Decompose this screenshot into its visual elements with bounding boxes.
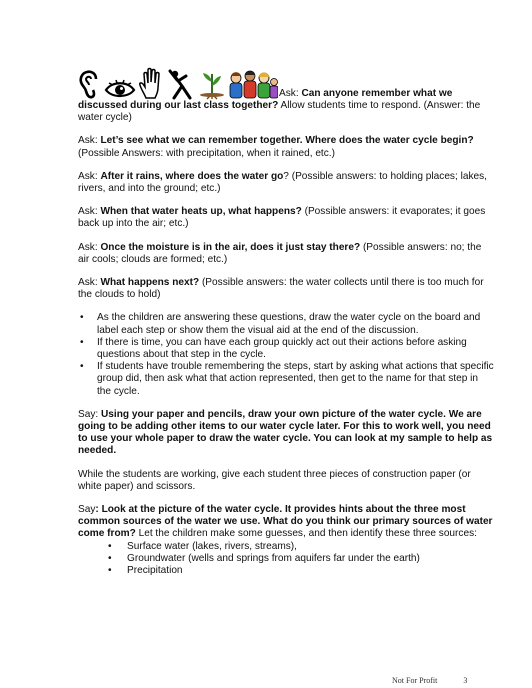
- ask-label: Ask:: [78, 170, 101, 182]
- ask-instruction: Allow students time to respond. (Answer: the water cycle): [78, 100, 481, 124]
- say-instruction: : Look at the picture of the water cycle. It provides hints about the three most common sources of the water we use. What do you think our primary sources of water come from?: [78, 504, 493, 540]
- paragraph-say-sources: [78, 504, 494, 541]
- paragraph-recall: [78, 66, 494, 124]
- water-sources-list: [78, 541, 494, 578]
- say-followup: Let the children make some guesses, and then identify these three sources:: [135, 528, 477, 540]
- paragraph-say-draw: [78, 409, 494, 458]
- ask-question: Can anyone remember what we discussed during our last class together?: [78, 87, 453, 111]
- list-item: • If students have trouble remembering the steps, start by asking what actions that specific group did, then ask what that action represented, then get to the name for that step in the cycle.: [78, 361, 494, 398]
- page-number: 3: [463, 676, 468, 685]
- ask-question: Once the moisture is in the air, does it just stay there?: [100, 241, 361, 253]
- say-label: Say: [78, 504, 96, 516]
- paragraph-rain: [78, 171, 494, 195]
- list-item: • Precipitation: [78, 565, 494, 577]
- list-item: • If there is time, you can have each group quickly act out their actions before asking questions about that step in the cycle.: [78, 337, 494, 361]
- teacher-notes-list: [78, 312, 494, 397]
- ask-label: Ask:: [78, 135, 101, 147]
- list-item: • Surface water (lakes, rivers, streams),: [78, 541, 494, 553]
- paragraph-heat: [78, 206, 494, 230]
- ask-label: Ask:: [78, 241, 101, 253]
- paragraph-next: [78, 277, 494, 301]
- paragraph-materials: [78, 469, 494, 493]
- person-stretching-icon: [166, 68, 196, 100]
- possible-answers: (Possible answers: no; the air cools; clouds are formed; etc.): [78, 241, 482, 265]
- paragraph-moisture: [78, 242, 494, 266]
- materials-text: While the students are working, give each student three pieces of construction paper (or white paper) and scissors.: [78, 468, 471, 492]
- ask-question: When that water heats up, what happens?: [100, 206, 302, 218]
- list-item: • As the children are answering these questions, draw the water cycle on the board and label each step or show them the visual aid at the end of the discussion.: [78, 312, 494, 336]
- hand-icon: [138, 66, 164, 100]
- page-content: [78, 66, 494, 577]
- ask-label: Ask:: [279, 87, 302, 99]
- ask-label: Ask:: [78, 277, 101, 289]
- eye-icon: [104, 78, 136, 100]
- activity-icon-strip: [78, 66, 278, 100]
- ask-question: After it rains, where does the water go: [100, 170, 284, 182]
- say-label: Say:: [78, 408, 102, 420]
- possible-answers: ? (Possible answers: to holding places; lakes, rivers, and into the ground; etc.): [78, 170, 487, 195]
- possible-answers: (Possible Answers: with precipitation, when it rained, etc.): [78, 147, 335, 159]
- page-footer: [392, 676, 467, 685]
- possible-answers: (Possible answers: the water collects until there is too much for the clouds to hold): [78, 277, 484, 301]
- say-instruction: Using your paper and pencils, draw your own picture of the water cycle. We are going to be adding other items to our water cycle later. For this to work well, you need to use your whole paper to draw the water cycle. You can look at my sample to help as needed.: [78, 408, 493, 457]
- children-group-icon: [228, 68, 278, 100]
- footer-text: Not For Profit: [392, 676, 438, 685]
- ear-icon: [78, 70, 102, 100]
- ask-label: Ask:: [78, 206, 101, 218]
- possible-answers: (Possible answers: it evaporates; it goes back up into the air; etc.): [78, 206, 486, 230]
- plant-icon: [198, 68, 226, 100]
- ask-question: Let’s see what we can remember together. Where does the water cycle begin?: [100, 135, 474, 147]
- ask-question: What happens next?: [100, 277, 200, 289]
- paragraph-begin: [78, 135, 494, 159]
- list-item: • Groundwater (wells and springs from aquifers far under the earth): [78, 553, 494, 565]
